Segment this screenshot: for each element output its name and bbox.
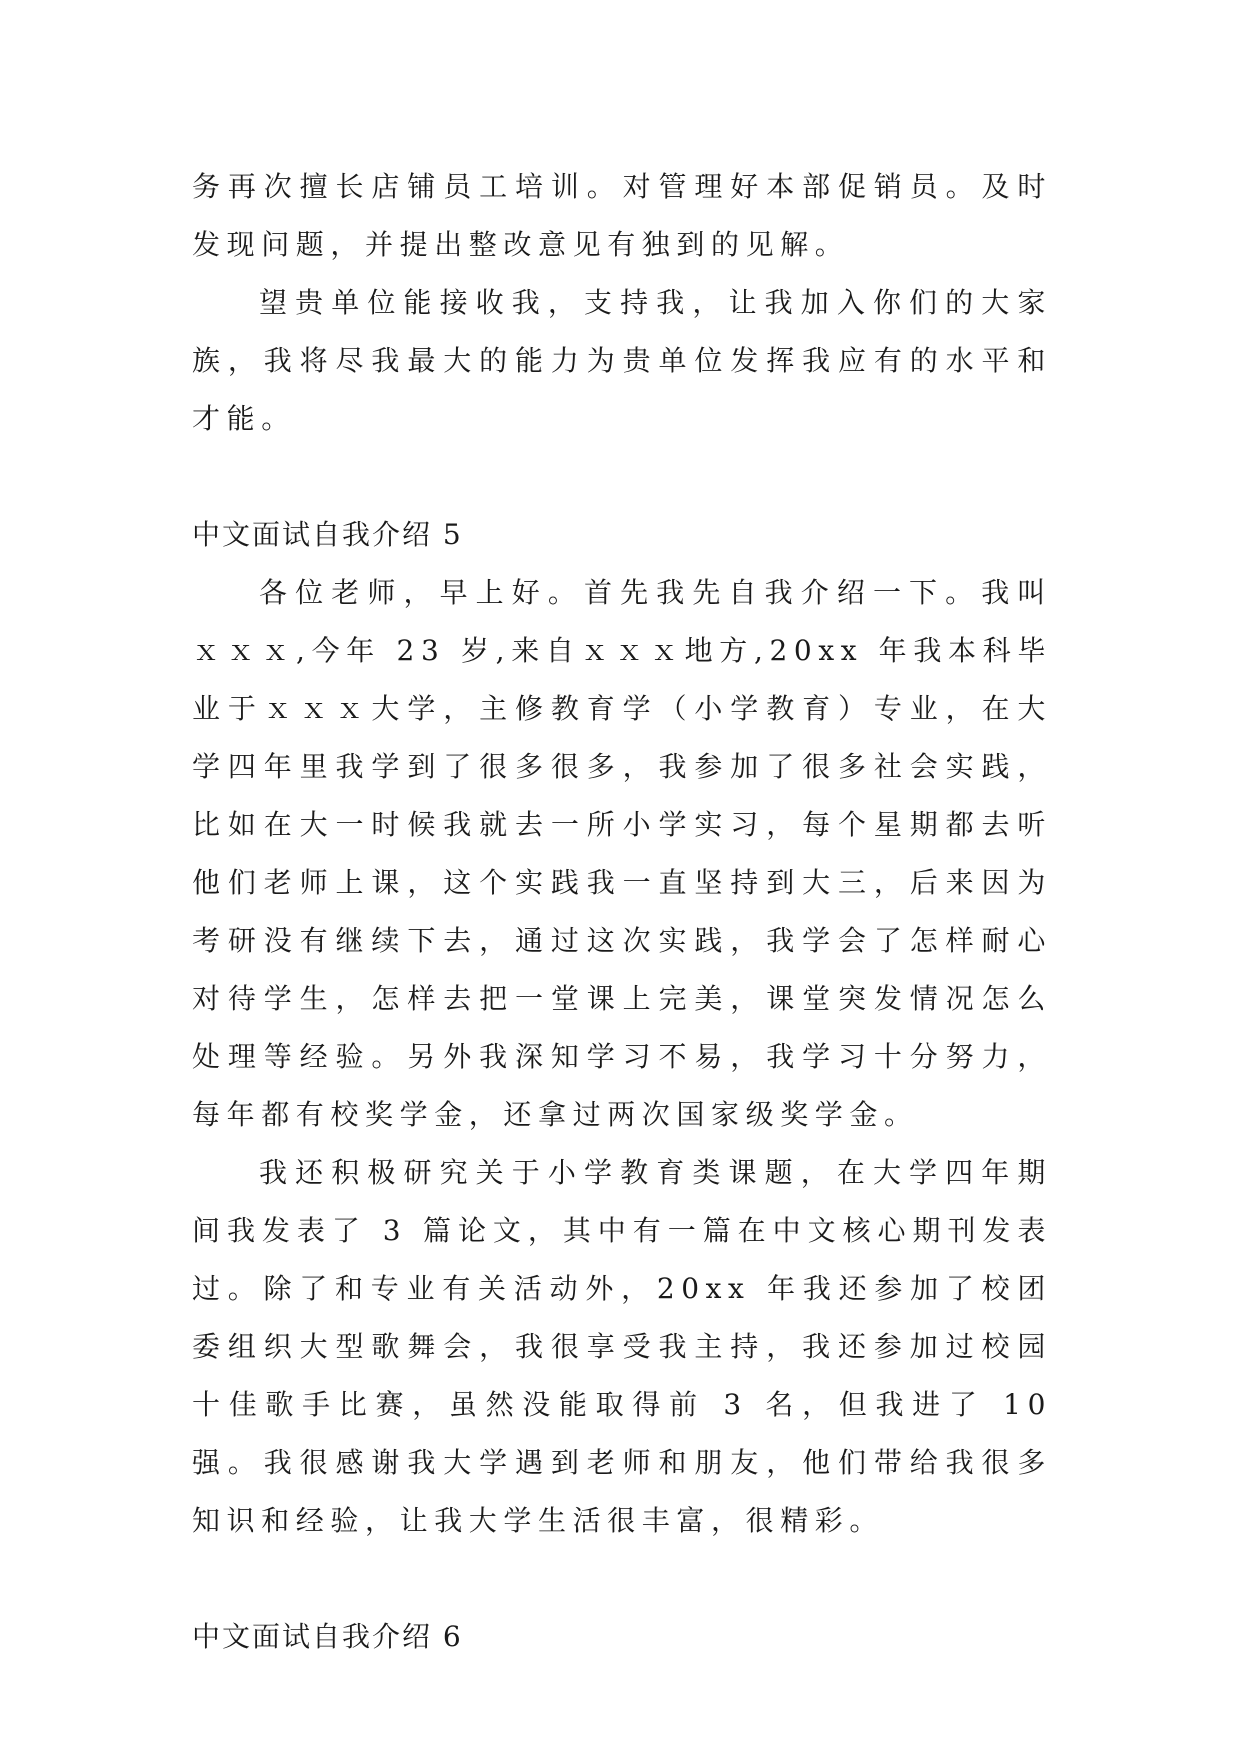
paragraph-continuation: 务再次擅长店铺员工培训。对管理好本部促销员。及时发现问题，并提出整改意见有独到的见解。 bbox=[192, 170, 1052, 261]
section5-paragraph-2: 我还积极研究关于小学教育类课题，在大学四年期间我发表了 3 篇论文，其中有一篇在中文核心期刊发表过。除了和专业有关活动外，20xx 年我还参加了校团委组织大型歌舞会，我很享受我主持，我还参加过校园十佳歌手比赛，虽然没能取得前 3 名，但我进了 10 强。我很感谢我大学遇到老师和朋友，他们带给我很多知识和经验，让我大学生活很丰富，很精彩。 bbox=[192, 1156, 1052, 1537]
document-body bbox=[192, 158, 1052, 1666]
paragraph-closing: 望贵单位能接收我，支持我，让我加入你们的大家族，我将尽我最大的能力为贵单位发挥我应有的水平和才能。 bbox=[192, 286, 1052, 435]
section-spacer bbox=[192, 1550, 1052, 1608]
section-spacer bbox=[192, 448, 1052, 506]
section-heading-5: 中文面试自我介绍 5 bbox=[192, 518, 463, 551]
section5-paragraph-1: 各位老师，早上好。首先我先自我介绍一下。我叫ｘｘｘ,今年 23 岁,来自ｘｘｘ地方,20xx 年我本科毕业于ｘｘｘ大学，主修教育学（小学教育）专业，在大学四年里我学到了很多很多，我参加了很多社会实践，比如在大一时候我就去一所小学实习，每个星期都去听他们老师上课，这个实践我一直坚持到大三，后来因为考研没有继续下去，通过这次实践，我学会了怎样耐心对待学生，怎样去把一堂课上完美，课堂突发情况怎么处理等经验。另外我深知学习不易，我学习十分努力，每年都有校奖学金，还拿过两次国家级奖学金。 bbox=[192, 576, 1052, 1131]
section-heading-6: 中文面试自我介绍 6 bbox=[192, 1620, 463, 1653]
